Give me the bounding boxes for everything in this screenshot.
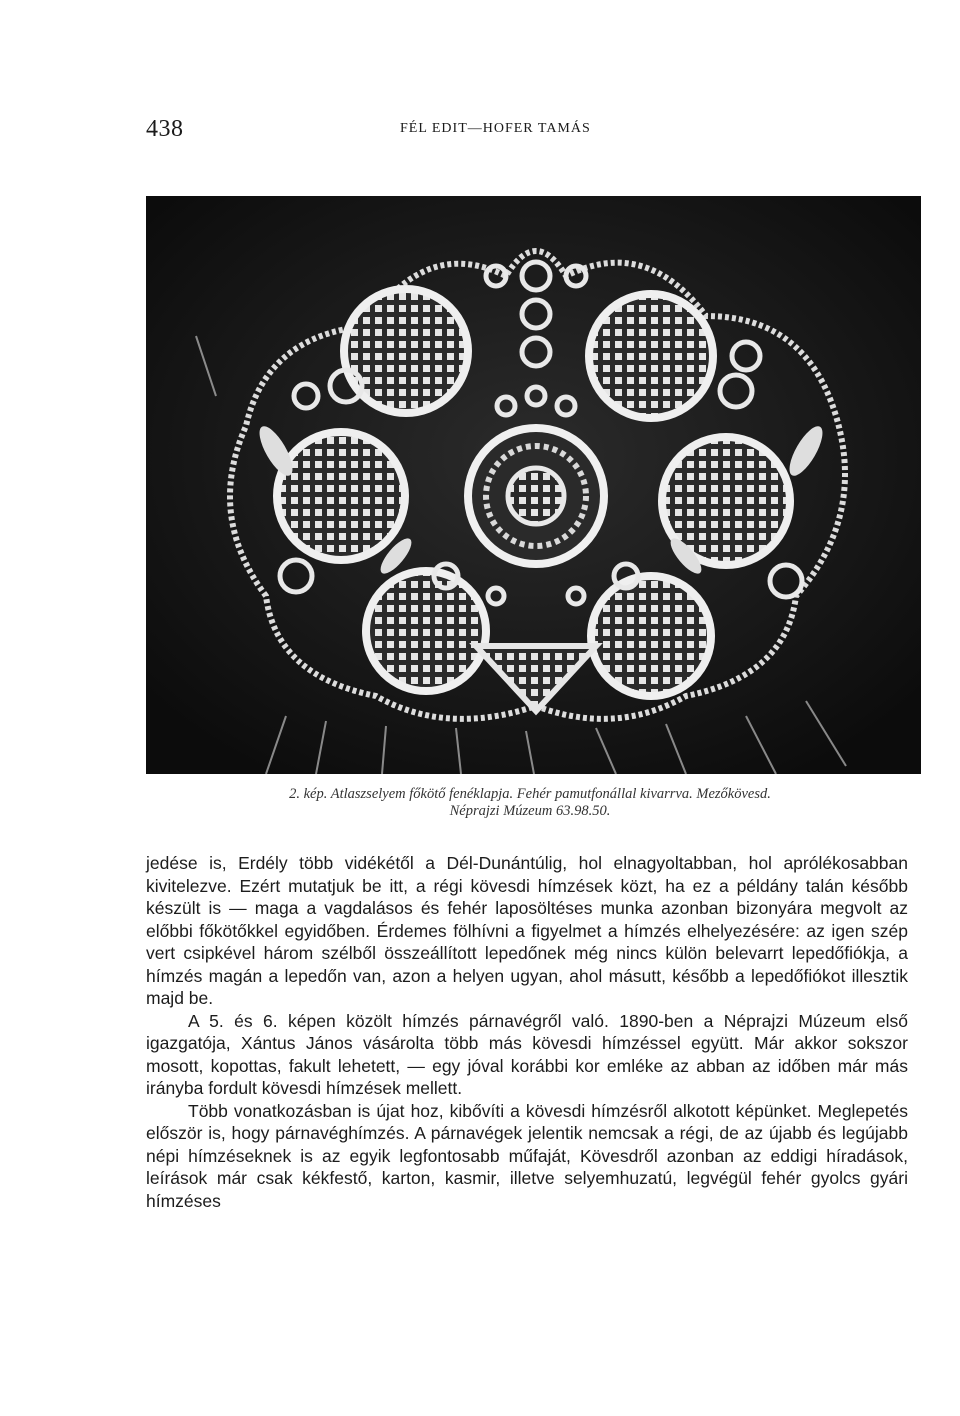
page-number: 438 [146, 116, 184, 142]
paragraph: Több vonatkozásban is újat hoz, kibővíti a kövesdi hímzésről alkotott képünket. Meglepetés először is, hogy párnavéghímzés. A párnavégek jelentik nemcsak a régi, de az újabb és legújabb népi hímzéseknek is az egyik legfontosabb műfaját, Kövesdről azonban az eddigi híradások, leírások már csak kékfestő, karton, kasmir, illetve selyemhuzatú, legvégül fehér gyolcs gyári hímzéses [146, 1100, 908, 1211]
paragraph: A 5. és 6. képen közölt hímzés párnavégről való. 1890-ben a Néprajzi Múzeum első igazgatója, Xántus János vásárolta több más kövesdi hímzéssel együtt. Már akkor sokszor mosott, kopottas, fakult lehetett, — egy jóval korábbi kor emléke az abban az időben már más irányba fordult kövesdi hímzések mellett. [146, 1010, 908, 1098]
embroidery-photograph [146, 196, 921, 774]
body-text [146, 852, 908, 1212]
caption-line-1: 2. kép. Atlaszselyem főkötő fenéklapja. Fehér pamutfonállal kivarrva. Mezőkövesd. [289, 786, 771, 802]
figure-caption [200, 786, 860, 820]
caption-line-2: Néprajzi Múzeum 63.98.50. [449, 803, 611, 819]
paragraph: jedése is, Erdély több vidékétől a Dél-Dunántúlig, hol elnagyoltabban, hol aprólékosabban kivitelezve. Ezért mutatjuk be itt, a régi kövesdi hímzések közt, ha ez a példány talán később készült is — maga a vagdalásos és fehér laposöltéses munka azonban bizonyára megvolt az előbbi főkötőkkel egyidőben. Érdemes fölhívni a figyelmet a hímzés elhelyezésére: az igen szép vert csipkével három szélből összeállított lepedőnek még nincs külön belevarrt lepedőfiókja, a hímzés magán a lepedőn van, azon a helyen ugyan, ahol másutt, később a lepedőfiókot illesztik majd be. [146, 853, 908, 1008]
running-head: FÉL EDIT—HOFER TAMÁS [400, 121, 591, 136]
